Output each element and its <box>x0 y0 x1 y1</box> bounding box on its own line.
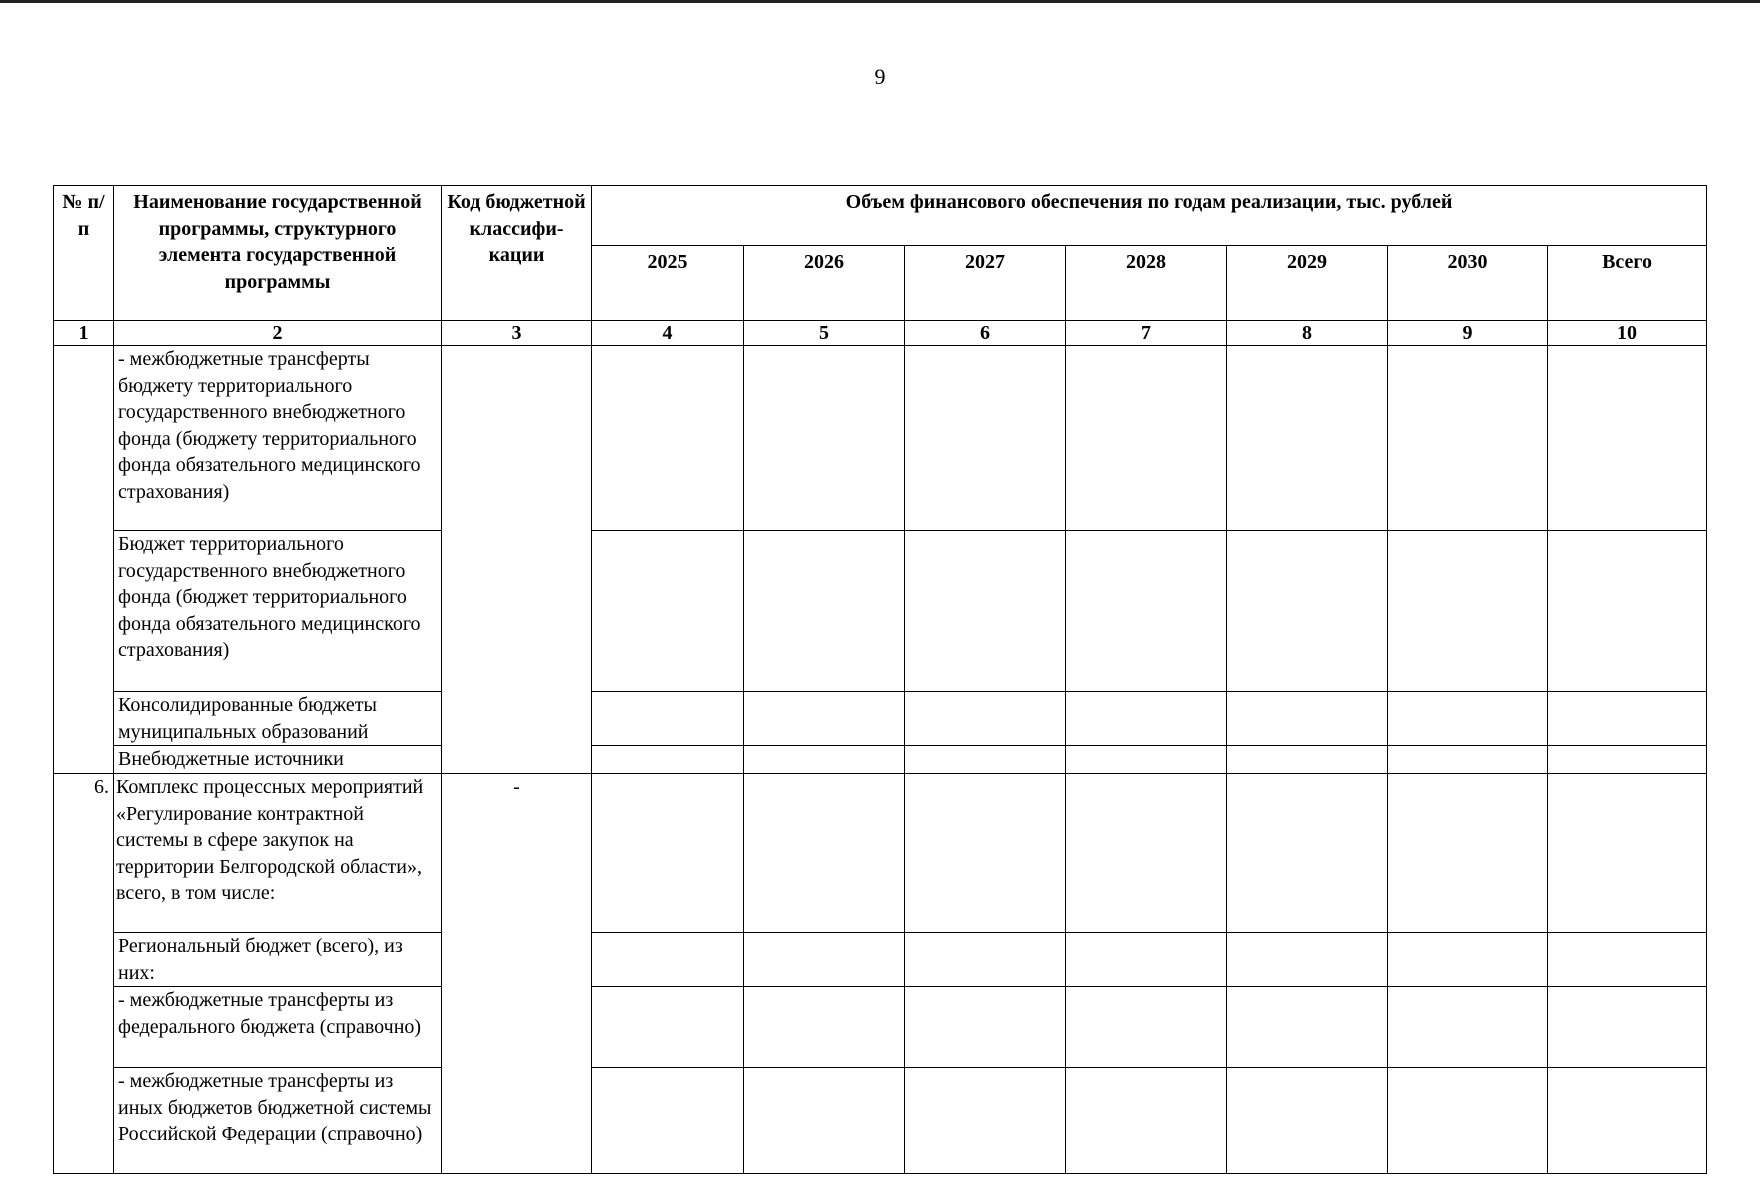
value-cell <box>744 746 905 774</box>
table-row <box>54 346 1707 531</box>
table-row <box>54 933 1707 987</box>
col-num-3: 3 <box>442 321 592 346</box>
header-no: № п/п <box>54 186 114 321</box>
header-volume: Объем финансового обеспечения по годам реализации, тыс. рублей <box>592 186 1707 246</box>
row-code-cell: - <box>442 774 592 1174</box>
page-number: 9 <box>874 64 886 89</box>
col-num-4: 4 <box>592 321 744 346</box>
row-name: Региональный бюджет (всего), из них: <box>114 933 442 987</box>
col-num-1: 1 <box>54 321 114 346</box>
value-cell <box>1066 1068 1227 1174</box>
header-year-2029: 2029 <box>1227 246 1388 321</box>
value-cell <box>1066 933 1227 987</box>
col-num-10: 10 <box>1548 321 1707 346</box>
value-cell <box>744 933 905 987</box>
value-cell <box>1388 346 1548 531</box>
value-cell <box>1066 531 1227 692</box>
row-name: Комплекс процессных мероприятий «Регулирование контрактной системы в сфере закупок на территории Белгородской области», всего, в том числе: <box>114 774 442 933</box>
value-cell <box>1548 531 1707 692</box>
value-cell <box>744 774 905 933</box>
col-num-7: 7 <box>1066 321 1227 346</box>
value-cell <box>744 1068 905 1174</box>
header-year-2030: 2030 <box>1388 246 1548 321</box>
header-year-2027: 2027 <box>905 246 1066 321</box>
header-name: Наименование государственной программы, структурного элемента государственной программы <box>114 186 442 321</box>
header-code: Код бюджетной классифи-кации <box>442 186 592 321</box>
col-num-8: 8 <box>1227 321 1388 346</box>
table-row <box>54 1068 1707 1174</box>
value-cell <box>592 746 744 774</box>
value-cell <box>1388 933 1548 987</box>
value-cell <box>1066 692 1227 746</box>
table-row <box>54 987 1707 1068</box>
value-cell <box>1227 531 1388 692</box>
row-name: - межбюджетные трансферты из федерального бюджета (справочно) <box>114 987 442 1068</box>
value-cell <box>1388 774 1548 933</box>
value-cell <box>905 746 1066 774</box>
value-cell <box>1388 746 1548 774</box>
value-cell <box>1227 933 1388 987</box>
value-cell <box>1388 1068 1548 1174</box>
row-code-cell <box>442 346 592 774</box>
value-cell <box>1548 346 1707 531</box>
top-rule <box>0 0 1760 3</box>
value-cell <box>1227 987 1388 1068</box>
value-cell <box>1548 1068 1707 1174</box>
value-cell <box>905 987 1066 1068</box>
value-cell <box>1227 1068 1388 1174</box>
value-cell <box>1388 987 1548 1068</box>
row-name: - межбюджетные трансферты из иных бюджетов бюджетной системы Российской Федерации (справочно) <box>114 1068 442 1174</box>
value-cell <box>744 346 905 531</box>
value-cell <box>905 531 1066 692</box>
value-cell <box>1548 987 1707 1068</box>
value-cell <box>905 774 1066 933</box>
value-cell <box>1066 987 1227 1068</box>
header-year-2025: 2025 <box>592 246 744 321</box>
col-num-9: 9 <box>1388 321 1548 346</box>
value-cell <box>905 933 1066 987</box>
table-row <box>54 692 1707 746</box>
value-cell <box>905 1068 1066 1174</box>
value-cell <box>1548 774 1707 933</box>
header-year-2026: 2026 <box>744 246 905 321</box>
header-total: Всего <box>1548 246 1707 321</box>
value-cell <box>592 692 744 746</box>
row-name: Бюджет территориального государственного внебюджетного фонда (бюджет территориального фонда обязательного медицинского страхования) <box>114 531 442 692</box>
value-cell <box>592 774 744 933</box>
value-cell <box>1548 933 1707 987</box>
row-name: - межбюджетные трансферты бюджету территориального государственного внебюджетного фонда (бюджету территориального фонда обязательного медицинского страхования) <box>114 346 442 531</box>
value-cell <box>1548 746 1707 774</box>
value-cell <box>592 531 744 692</box>
value-cell <box>1227 692 1388 746</box>
row-name: Внебюджетные источники <box>114 746 442 774</box>
value-cell <box>1227 346 1388 531</box>
col-num-2: 2 <box>114 321 442 346</box>
value-cell <box>744 987 905 1068</box>
value-cell <box>905 692 1066 746</box>
table-row <box>54 746 1707 774</box>
value-cell <box>1388 692 1548 746</box>
col-num-5: 5 <box>744 321 905 346</box>
value-cell <box>592 346 744 531</box>
value-cell <box>1227 774 1388 933</box>
table-row <box>54 531 1707 692</box>
row-number-cell: 6. <box>54 774 114 1174</box>
value-cell <box>1066 746 1227 774</box>
value-cell <box>1066 774 1227 933</box>
row-number-cell <box>54 346 114 774</box>
header-year-2028: 2028 <box>1066 246 1227 321</box>
value-cell <box>592 1068 744 1174</box>
value-cell <box>1227 746 1388 774</box>
value-cell <box>905 346 1066 531</box>
column-number-row <box>54 321 1707 346</box>
value-cell <box>1066 346 1227 531</box>
financing-table <box>53 185 1707 1174</box>
value-cell <box>592 933 744 987</box>
value-cell <box>744 692 905 746</box>
value-cell <box>744 531 905 692</box>
row-name: Консолидированные бюджеты муниципальных образований <box>114 692 442 746</box>
table-row <box>54 774 1707 933</box>
value-cell <box>1388 531 1548 692</box>
value-cell <box>592 987 744 1068</box>
col-num-6: 6 <box>905 321 1066 346</box>
header-row-1 <box>54 186 1707 246</box>
value-cell <box>1548 692 1707 746</box>
